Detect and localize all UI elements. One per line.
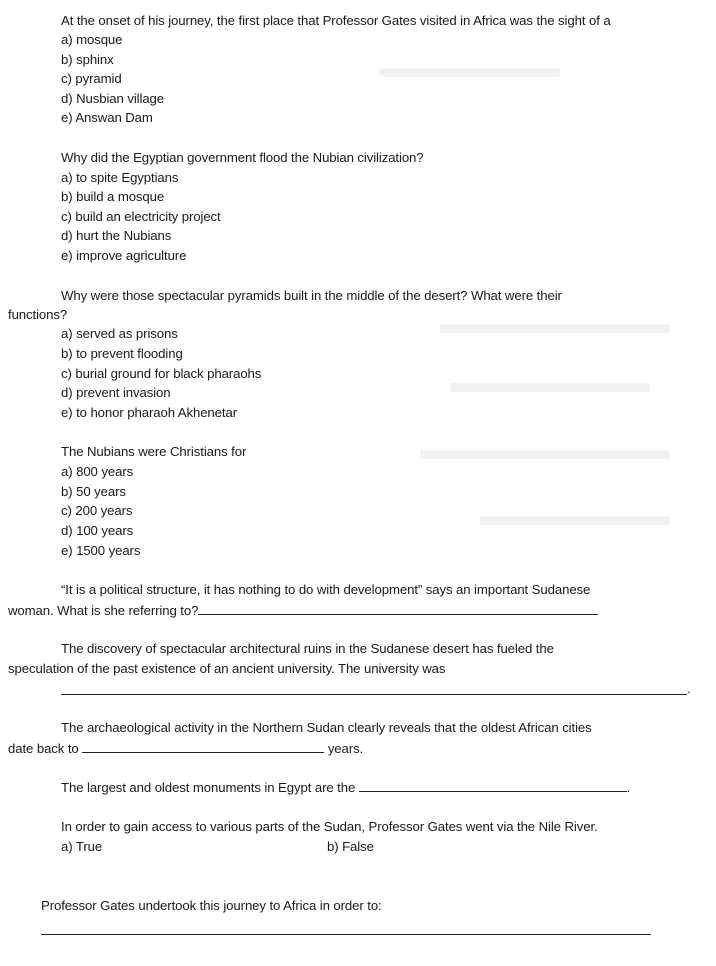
- q9-question: In order to gain access to various parts of the Sudan, Professor Gates went via the Nile River.: [61, 819, 598, 834]
- q7-answer-blank[interactable]: [82, 740, 324, 753]
- q5-question-cont: [8, 602, 598, 619]
- q6-period: .: [687, 681, 691, 696]
- q1-option: c) pyramid: [61, 71, 122, 86]
- q6-answer-blank[interactable]: [61, 694, 687, 695]
- q8-answer-blank[interactable]: [359, 779, 627, 792]
- q3-question: Why were those spectacular pyramids built in the middle of the desert? What were their: [61, 288, 562, 303]
- q4-option: b) 50 years: [61, 484, 126, 499]
- q2-question: Why did the Egyptian government flood the Nubian civilization?: [61, 150, 424, 165]
- bleed-through: [450, 383, 650, 392]
- q9-option-false: b) False: [327, 839, 374, 854]
- q6-question-cont: speculation of the past existence of an ancient university. The university was: [8, 661, 446, 676]
- q2-option: a) to spite Egyptians: [61, 170, 179, 185]
- q7-prompt: date back to: [8, 741, 79, 756]
- bleed-through: [420, 450, 670, 459]
- q7-question-cont: [8, 740, 363, 757]
- q2-option: c) build an electricity project: [61, 209, 221, 224]
- q5-prompt: woman. What is she referring to?: [8, 603, 199, 618]
- bleed-through: [380, 68, 560, 77]
- q3-option: b) to prevent flooding: [61, 346, 183, 361]
- q7-suffix: years.: [327, 741, 364, 756]
- q8-period: .: [626, 780, 631, 795]
- q8-prompt: The largest and oldest monuments in Egypt are the: [61, 780, 356, 795]
- q1-option: a) mosque: [61, 32, 123, 47]
- q2-option: b) build a mosque: [61, 189, 165, 204]
- q10-question: Professor Gates undertook this journey to Africa in order to:: [41, 898, 382, 913]
- q4-option: a) 800 years: [61, 464, 134, 479]
- q7-question: The archaeological activity in the Northern Sudan clearly reveals that the oldest African cities: [61, 720, 592, 735]
- q10-answer-blank[interactable]: [41, 934, 651, 935]
- q9-option-true: a) True: [61, 839, 103, 854]
- q4-question: The Nubians were Christians for: [61, 444, 247, 459]
- q2-option: d) hurt the Nubians: [61, 228, 172, 243]
- q3-option: c) burial ground for black pharaohs: [61, 366, 262, 381]
- q4-option: c) 200 years: [61, 503, 133, 518]
- q8-question: [61, 779, 630, 796]
- q4-option: e) 1500 years: [61, 543, 141, 558]
- q6-question: The discovery of spectacular architectural ruins in the Sudanese desert has fueled the: [61, 641, 554, 656]
- bleed-through: [480, 516, 670, 525]
- q3-question-cont: functions?: [8, 307, 68, 322]
- q1-option: e) Answan Dam: [61, 110, 153, 125]
- q5-question: “It is a political structure, it has nothing to do with development” says an important Sudanese: [61, 582, 591, 597]
- q2-option: e) improve agriculture: [61, 248, 187, 263]
- q3-option: e) to honor pharaoh Akhenetar: [61, 405, 237, 420]
- q3-option: d) prevent invasion: [61, 385, 171, 400]
- q3-option: a) served as prisons: [61, 326, 178, 341]
- q1-question: At the onset of his journey, the first place that Professor Gates visited in Africa was the sight of a: [61, 13, 611, 28]
- q1-option: d) Nusbian village: [61, 91, 165, 106]
- q4-option: d) 100 years: [61, 523, 134, 538]
- q5-answer-blank[interactable]: [198, 602, 598, 615]
- q1-option: b) sphinx: [61, 52, 114, 67]
- bleed-through: [440, 324, 670, 333]
